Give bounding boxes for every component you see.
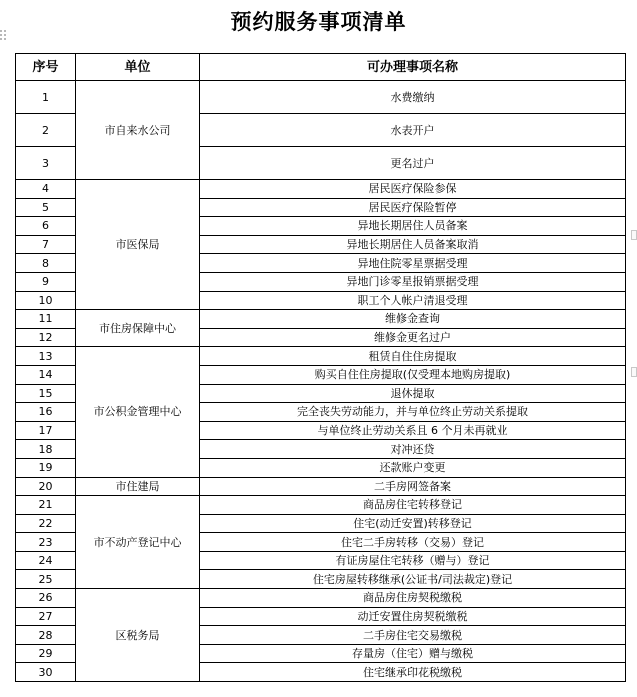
row-number: 16 [16,403,76,422]
column-resize-handle[interactable] [631,367,637,377]
table-row [16,496,626,515]
service-item: 职工个人帐户清退受理 [200,291,626,310]
service-item: 水费缴纳 [200,81,626,114]
service-item: 维修金更名过户 [200,328,626,347]
header-service-name: 可办理事项名称 [200,54,626,81]
row-number: 6 [16,217,76,236]
service-item: 异地长期居住人员备案取消 [200,235,626,254]
row-number: 7 [16,235,76,254]
row-number: 4 [16,180,76,199]
service-item: 住宅二手房转移（交易）登记 [200,533,626,552]
service-item: 存量房（住宅）赠与缴税 [200,644,626,663]
row-number: 10 [16,291,76,310]
row-number: 25 [16,570,76,589]
table-header-row [16,54,626,81]
row-number: 18 [16,440,76,459]
service-item: 退休提取 [200,384,626,403]
row-number: 9 [16,272,76,291]
service-item: 购买自住住房提取(仅受理本地购房提取) [200,365,626,384]
service-item: 异地门诊零星报销票据受理 [200,272,626,291]
row-number: 20 [16,477,76,496]
row-number: 28 [16,626,76,645]
row-number: 22 [16,514,76,533]
service-item: 住宅(动迁安置)转移登记 [200,514,626,533]
row-number: 2 [16,114,76,147]
service-item: 住宅房屋转移继承(公证书/司法裁定)登记 [200,570,626,589]
row-number: 24 [16,551,76,570]
service-item: 住宅继承印花税缴税 [200,663,626,682]
row-number: 21 [16,496,76,515]
table-row [16,81,626,114]
row-number: 1 [16,81,76,114]
unit-name: 市住建局 [76,477,200,496]
service-item: 二手房住宅交易缴税 [200,626,626,645]
service-item: 异地长期居住人员备案 [200,217,626,236]
header-number: 序号 [16,54,76,81]
service-item: 更名过户 [200,147,626,180]
unit-name: 区税务局 [76,589,200,682]
table-row [16,477,626,496]
unit-name: 市公积金管理中心 [76,347,200,477]
service-item: 租赁自住住房提取 [200,347,626,366]
row-number: 12 [16,328,76,347]
column-resize-handle[interactable] [631,230,637,240]
service-table [15,53,626,682]
service-item: 有证房屋住宅转移（赠与）登记 [200,551,626,570]
unit-name: 市医保局 [76,180,200,310]
row-number: 11 [16,310,76,329]
service-item: 商品房住房契税缴税 [200,589,626,608]
row-number: 17 [16,421,76,440]
row-number: 13 [16,347,76,366]
table-row [16,589,626,608]
service-item: 还款账户变更 [200,458,626,477]
row-number: 15 [16,384,76,403]
row-number: 27 [16,607,76,626]
service-item: 水表开户 [200,114,626,147]
service-item: 居民医疗保险参保 [200,180,626,199]
row-number: 8 [16,254,76,273]
row-number: 29 [16,644,76,663]
service-item: 商品房住宅转移登记 [200,496,626,515]
row-number: 14 [16,365,76,384]
service-item: 异地住院零星票据受理 [200,254,626,273]
service-item: 对冲还贷 [200,440,626,459]
table-row [16,347,626,366]
service-item: 二手房网签备案 [200,477,626,496]
table-move-handle[interactable] [0,30,6,42]
row-number: 23 [16,533,76,552]
row-number: 3 [16,147,76,180]
service-item: 与单位终止劳动关系且 6 个月未再就业 [200,421,626,440]
unit-name: 市自来水公司 [76,81,200,180]
table-row [16,180,626,199]
service-item: 完全丧失劳动能力，并与单位终止劳动关系提取 [200,403,626,422]
unit-name: 市住房保障中心 [76,310,200,347]
row-number: 30 [16,663,76,682]
row-number: 5 [16,198,76,217]
page-title: 预约服务事项清单 [230,10,407,34]
row-number: 26 [16,589,76,608]
service-item: 居民医疗保险暂停 [200,198,626,217]
service-item: 维修金查询 [200,310,626,329]
service-item: 动迁安置住房契税缴税 [200,607,626,626]
table-row [16,310,626,329]
unit-name: 市不动产登记中心 [76,496,200,589]
header-unit: 单位 [76,54,200,81]
row-number: 19 [16,458,76,477]
